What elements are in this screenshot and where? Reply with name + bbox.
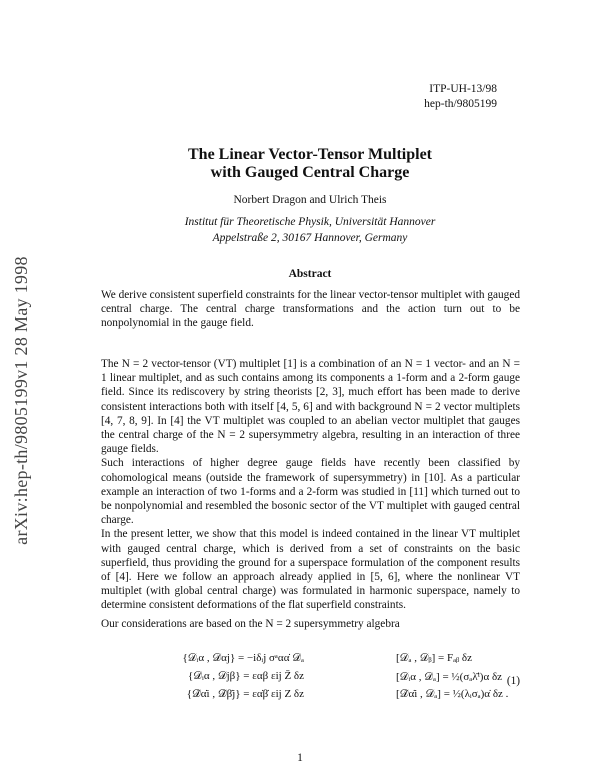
authors: Norbert Dragon and Ulrich Theis [233,194,387,206]
report-numbers [424,82,497,112]
abstract-heading: Abstract [288,268,332,280]
equation-left: {𝒟̄α̇i , 𝒟̄β̇j} = εα̇β̇ εij Z δz [186,688,304,700]
equation-right: [𝒟ᵢα , 𝒟ₐ] = ½(σₐλ̄ⁱ)α δz [396,671,503,683]
body-text [101,357,520,631]
paragraph: Such interactions of higher degree gauge fields have recently been classified by cohomological means (outside the framework of supersymmetry) in [10]. As a particular example an interaction of two 1-forms and a 2-form was studied in [11] which turned out to be nonpolynomial and resembled the bosonic sector of the VT multiplet with gauged central charge. [101,457,520,527]
equation-row [140,670,520,688]
equation-left: {𝒟ᵢα , 𝒟αj} = −iδᵢj σᵃαα̇ 𝒟ₐ [182,652,304,664]
equation-row [140,688,520,706]
paragraph: The N = 2 vector-tensor (VT) multiplet [1] is a combination of an N = 1 vector- and an N = 1 linear multiplet, and as such contains among its components a 1-form and a 2-form gauge field. Since its rediscovery by string theorists [2, 3], much effort has been made to derive consistent interactions both with itself [4, 5, 6] and with background N = 2 vector multiplets [4, 7, 8, 9]. In [4] the VT multiplet was coupled to an abelian vector multiplet that gauges the central charge of the N = 2 supersymmetry algebra, resulting in an interaction of three gauge fields. [101,358,520,456]
arxiv-side-stamp [4,190,38,610]
paper-title [100,146,520,182]
affiliation-line: Appelstraße 2, 30167 Hannover, Germany [212,232,408,244]
title-line: The Linear Vector-Tensor Multiplet [188,146,432,163]
arxiv-identifier: arXiv:hep-th/9805199v1 28 May 1998 [10,255,31,545]
equation-row [140,652,520,670]
equation-block [140,652,520,706]
equation-right: [𝒟̄α̇i , 𝒟ₐ] = ½(λᵢσₐ)α̇ δz . [396,688,509,700]
report-number: ITP-UH-13/98 [429,83,497,95]
abstract-text: We derive consistent superfield constraints for the linear vector-tensor multiplet with gauged central charge. The central charge transformations and the action turn out to be nonpolynomial in the gauge field. [101,289,520,330]
equation-right: [𝒟ₐ , 𝒟ᵦ] = Fₐᵦ δz [396,652,472,664]
equation-left: {𝒟ᵢα , 𝒟jβ} = εαβ εij Z̄ δz [187,670,304,682]
paragraph: In the present letter, we show that this model is indeed contained in the linear VT multiplet with gauged central charge, which is derived from a set of constraints on the basic superfield, thus providing the ground for a superspace formulation of the component results of [4]. Here we follow an approach already applied in [5, 6], where the nonlinear VT multiplet (with global central charge) was formulated in harmonic superspace, namely to determine consistent deformations of the flat superfield constraints. [101,528,520,612]
affiliation [100,214,520,246]
affiliation-line: Institut für Theoretische Physik, Universität Hannover [184,216,436,228]
page-number: 1 [297,752,303,764]
title-line: with Gauged Central Charge [210,164,410,181]
equation-number: (1) [506,675,520,687]
paragraph: Our considerations are based on the N = 2 supersymmetry algebra [101,617,400,630]
arxiv-number: hep-th/9805199 [424,98,497,110]
